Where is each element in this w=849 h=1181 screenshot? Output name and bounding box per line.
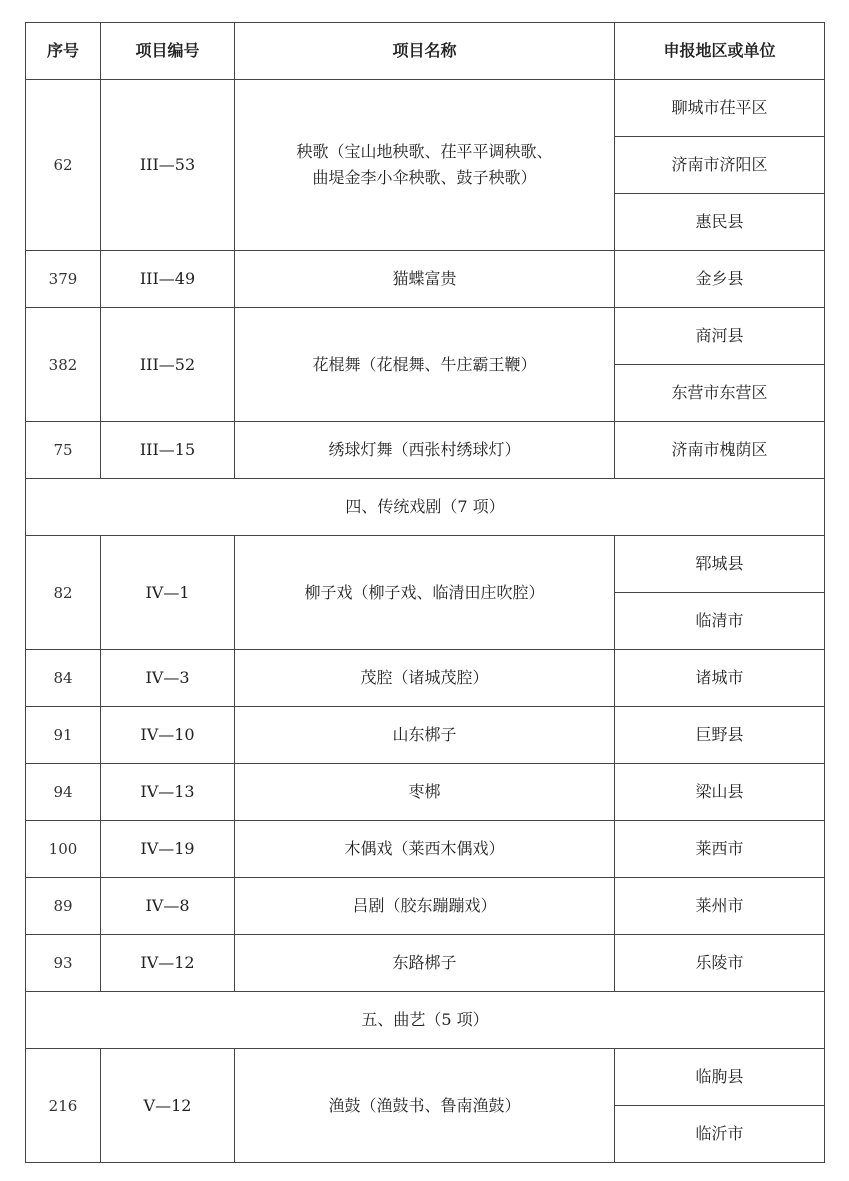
cell-name [235, 80, 615, 251]
table-row [26, 821, 825, 878]
cell-seq: 84 [26, 650, 101, 707]
cell-code: III—15 [101, 422, 235, 479]
cell-region: 东营市东营区 [615, 365, 825, 422]
cell-region: 巨野县 [615, 707, 825, 764]
cell-region: 临沂市 [615, 1106, 825, 1163]
cell-name: 山东梆子 [235, 707, 615, 764]
table-row [26, 1049, 825, 1106]
section-row [26, 479, 825, 536]
cell-name: 柳子戏（柳子戏、临清田庄吹腔） [235, 536, 615, 650]
cell-name: 吕剧（胶东蹦蹦戏） [235, 878, 615, 935]
cell-seq: 216 [26, 1049, 101, 1163]
table-row [26, 878, 825, 935]
cell-seq: 89 [26, 878, 101, 935]
cell-name: 茂腔（诸城茂腔） [235, 650, 615, 707]
cell-seq: 379 [26, 251, 101, 308]
cell-code: IV—8 [101, 878, 235, 935]
table-row [26, 80, 825, 137]
cell-code: IV—3 [101, 650, 235, 707]
cell-region: 临朐县 [615, 1049, 825, 1106]
cell-code: IV—19 [101, 821, 235, 878]
header-code: 项目编号 [101, 23, 235, 80]
section-row [26, 992, 825, 1049]
name-line: 曲堤金李小伞秧歌、鼓子秧歌） [312, 168, 537, 187]
cell-region: 临清市 [615, 593, 825, 650]
cell-name: 花棍舞（花棍舞、牛庄霸王鞭） [235, 308, 615, 422]
header-name: 项目名称 [235, 23, 615, 80]
header-region: 申报地区或单位 [615, 23, 825, 80]
cell-code: III—49 [101, 251, 235, 308]
name-line: 秧歌（宝山地秧歌、茌平平调秧歌、 [296, 142, 553, 161]
cell-region: 乐陵市 [615, 935, 825, 992]
cell-code: V—12 [101, 1049, 235, 1163]
cell-region: 莱州市 [615, 878, 825, 935]
cell-region: 惠民县 [615, 194, 825, 251]
cell-seq: 91 [26, 707, 101, 764]
table-row [26, 935, 825, 992]
cell-region: 聊城市茌平区 [615, 80, 825, 137]
cell-region: 梁山县 [615, 764, 825, 821]
cell-code: III—53 [101, 80, 235, 251]
cell-seq: 382 [26, 308, 101, 422]
cell-code: IV—1 [101, 536, 235, 650]
cell-name: 东路梆子 [235, 935, 615, 992]
section-heading: 五、曲艺（5 项） [26, 992, 825, 1049]
table-row [26, 650, 825, 707]
cell-name: 绣球灯舞（西张村绣球灯） [235, 422, 615, 479]
cell-code: III—52 [101, 308, 235, 422]
section-heading: 四、传统戏剧（7 项） [26, 479, 825, 536]
cell-name: 枣梆 [235, 764, 615, 821]
cell-region: 济南市济阳区 [615, 137, 825, 194]
header-seq: 序号 [26, 23, 101, 80]
table-row [26, 536, 825, 593]
cell-region: 郓城县 [615, 536, 825, 593]
header-row [26, 23, 825, 80]
cell-code: IV—10 [101, 707, 235, 764]
cell-code: IV—12 [101, 935, 235, 992]
cell-name: 渔鼓（渔鼓书、鲁南渔鼓） [235, 1049, 615, 1163]
table-row [26, 764, 825, 821]
cell-region: 莱西市 [615, 821, 825, 878]
cell-seq: 82 [26, 536, 101, 650]
table-row [26, 707, 825, 764]
cell-seq: 62 [26, 80, 101, 251]
cell-seq: 75 [26, 422, 101, 479]
cell-seq: 93 [26, 935, 101, 992]
cell-code: IV—13 [101, 764, 235, 821]
table-row [26, 422, 825, 479]
table-row [26, 308, 825, 365]
cell-name: 猫蝶富贵 [235, 251, 615, 308]
heritage-table [25, 22, 825, 1163]
cell-region: 商河县 [615, 308, 825, 365]
cell-name: 木偶戏（莱西木偶戏） [235, 821, 615, 878]
cell-region: 济南市槐荫区 [615, 422, 825, 479]
cell-seq: 94 [26, 764, 101, 821]
table-row [26, 251, 825, 308]
cell-region: 诸城市 [615, 650, 825, 707]
cell-seq: 100 [26, 821, 101, 878]
cell-region: 金乡县 [615, 251, 825, 308]
